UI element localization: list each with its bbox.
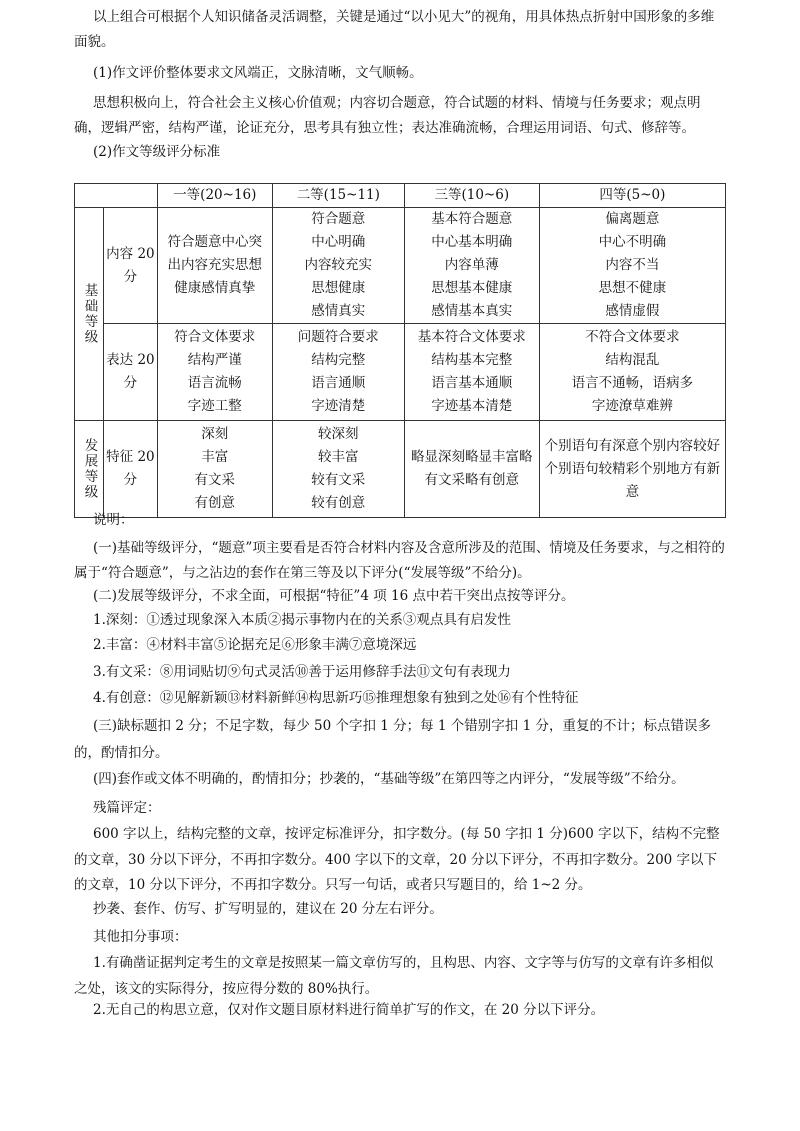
table-cell: 符合题意 中心明确 内容较充实 思想健康 感情真实 (272, 208, 404, 324)
note: 2.丰富：④材料丰富⑤论据充足⑥形象丰满⑦意境深远 (93, 637, 417, 653)
note: 3.有文采：⑧用词贴切⑨句式灵活⑩善于运用修辞手法⑪文句有表现力 (93, 664, 511, 680)
paragraph: 以上组合可根据个人知识储备灵活调整，关键是通过“以小见大”的视角，用具体热点折射中国形象的多维面貌。 (74, 9, 715, 50)
group-label: 基础等级 (75, 208, 104, 421)
table-cell: 基本符合题意 中心基本明确 内容单薄 思想基本健康 感情基本真实 (404, 208, 539, 324)
table-cell: 符合文体要求 结构严谨 语言流畅 字迹工整 (157, 324, 272, 421)
paragraph: (1)作文评价整体要求文风端正，文脉清晰，文气顺畅。 (93, 65, 423, 81)
note: (三)缺标题扣 2 分；不足字数，每少 50 个字扣 1 分；每 1 个错别字扣 1 分，重复的不计；标点错误多的，酌情扣分。 (74, 718, 711, 761)
table-cell: 符合题意中心突出内容充实思想健康感情真挚 (157, 208, 272, 324)
paragraph: 思想积极向上，符合社会主义核心价值观；内容切合题意，符合试题的材料、情境与任务要求；观点明确，逻辑严密，结构严谨，论证充分，思考具有独立性；表达准确流畅，合理运用词语、句式、修辞等。 (74, 95, 701, 136)
note: (一)基础等级评分，“题意”项主要看是否符合材料内容及含意所涉及的范围、情境及任务要求，与之相符的属于“符合题意”，与之沾边的套作在第三等及以下评分(“发展等级”不给分)。 (74, 540, 725, 581)
table-cell: 较深刻 较丰富 较有文采 较有创意 (272, 421, 404, 518)
note: 2.无自己的构思立意，仅对作文题目原材料进行简单扩写的作文，在 20 分以下评分。 (93, 1002, 605, 1018)
table-header: 一等(20~16) (157, 184, 272, 208)
table-cell: 深刻 丰富 有文采 有创意 (157, 421, 272, 518)
note: (四)套作或文体不明确的，酌情扣分；抄袭的，“基础等级”在第四等之内评分，“发展等级”不给分。 (93, 771, 685, 787)
row-label: 内容 20 分 (104, 208, 158, 324)
group-label: 发展等级 (75, 421, 104, 518)
table-header: 四等(5~0) (539, 184, 725, 208)
table-cell: 问题符合要求 结构完整 语言通顺 字迹清楚 (272, 324, 404, 421)
note: 1.深刻：①透过现象深入本质②揭示事物内在的关系③观点具有启发性 (93, 612, 511, 628)
note: (二)发展等级评分，不求全面，可根据“特征”4 项 16 点中若干突出点按等评分。 (93, 588, 575, 604)
table-cell: 不符合文体要求 结构混乱 语言不通畅，语病多 字迹潦草难辨 (539, 324, 725, 421)
note: 1.有确凿证据判定考生的文章是按照某一篇文章仿写的，且构思、内容、文字等与仿写的文章有许多相似之处，该文的实际得分，按应得分数的 80%执行。 (74, 955, 714, 997)
grading-table (74, 183, 726, 518)
note: 600 字以上，结构完整的文章，按评定标准评分，扣字数分。(每 50 字扣 1 分)600 字以下，结构不完整的文章，30 分以下评分，不再扣字数分。400 字以下的文章，20 分以下评分，不再扣字数分。200 字以下的文章，10 分以下评分，不再扣字数分。只写一句话，或者只写题目的，给 1~2 分。 (74, 826, 720, 893)
table-corner (75, 184, 158, 208)
table-cell: 略显深刻略显丰富略有文采略有创意 (404, 421, 539, 518)
table-header: 二等(15~11) (272, 184, 404, 208)
row-label: 特征 20 分 (104, 421, 158, 518)
note: 说明： (93, 512, 134, 528)
table-cell: 个别语句有深意个别内容较好个别语句较精彩个别地方有新意 (539, 421, 725, 518)
table-cell: 偏离题意 中心不明确 内容不当 思想不健康 感情虚假 (539, 208, 725, 324)
note: 抄袭、套作、仿写、扩写明显的，建议在 20 分左右评分。 (93, 901, 443, 917)
note: 其他扣分事项： (93, 929, 188, 945)
table-cell: 基本符合文体要求 结构基本完整 语言基本通顺 字迹基本清楚 (404, 324, 539, 421)
note: 残篇评定： (93, 800, 161, 816)
row-label: 表达 20 分 (104, 324, 158, 421)
table-header: 三等(10~6) (404, 184, 539, 208)
note: 4.有创意：⑫见解新颖⑬材料新鲜⑭构思新巧⑮推理想象有独到之处⑯有个性特征 (93, 690, 579, 706)
paragraph: (2)作文等级评分标准 (93, 144, 221, 160)
